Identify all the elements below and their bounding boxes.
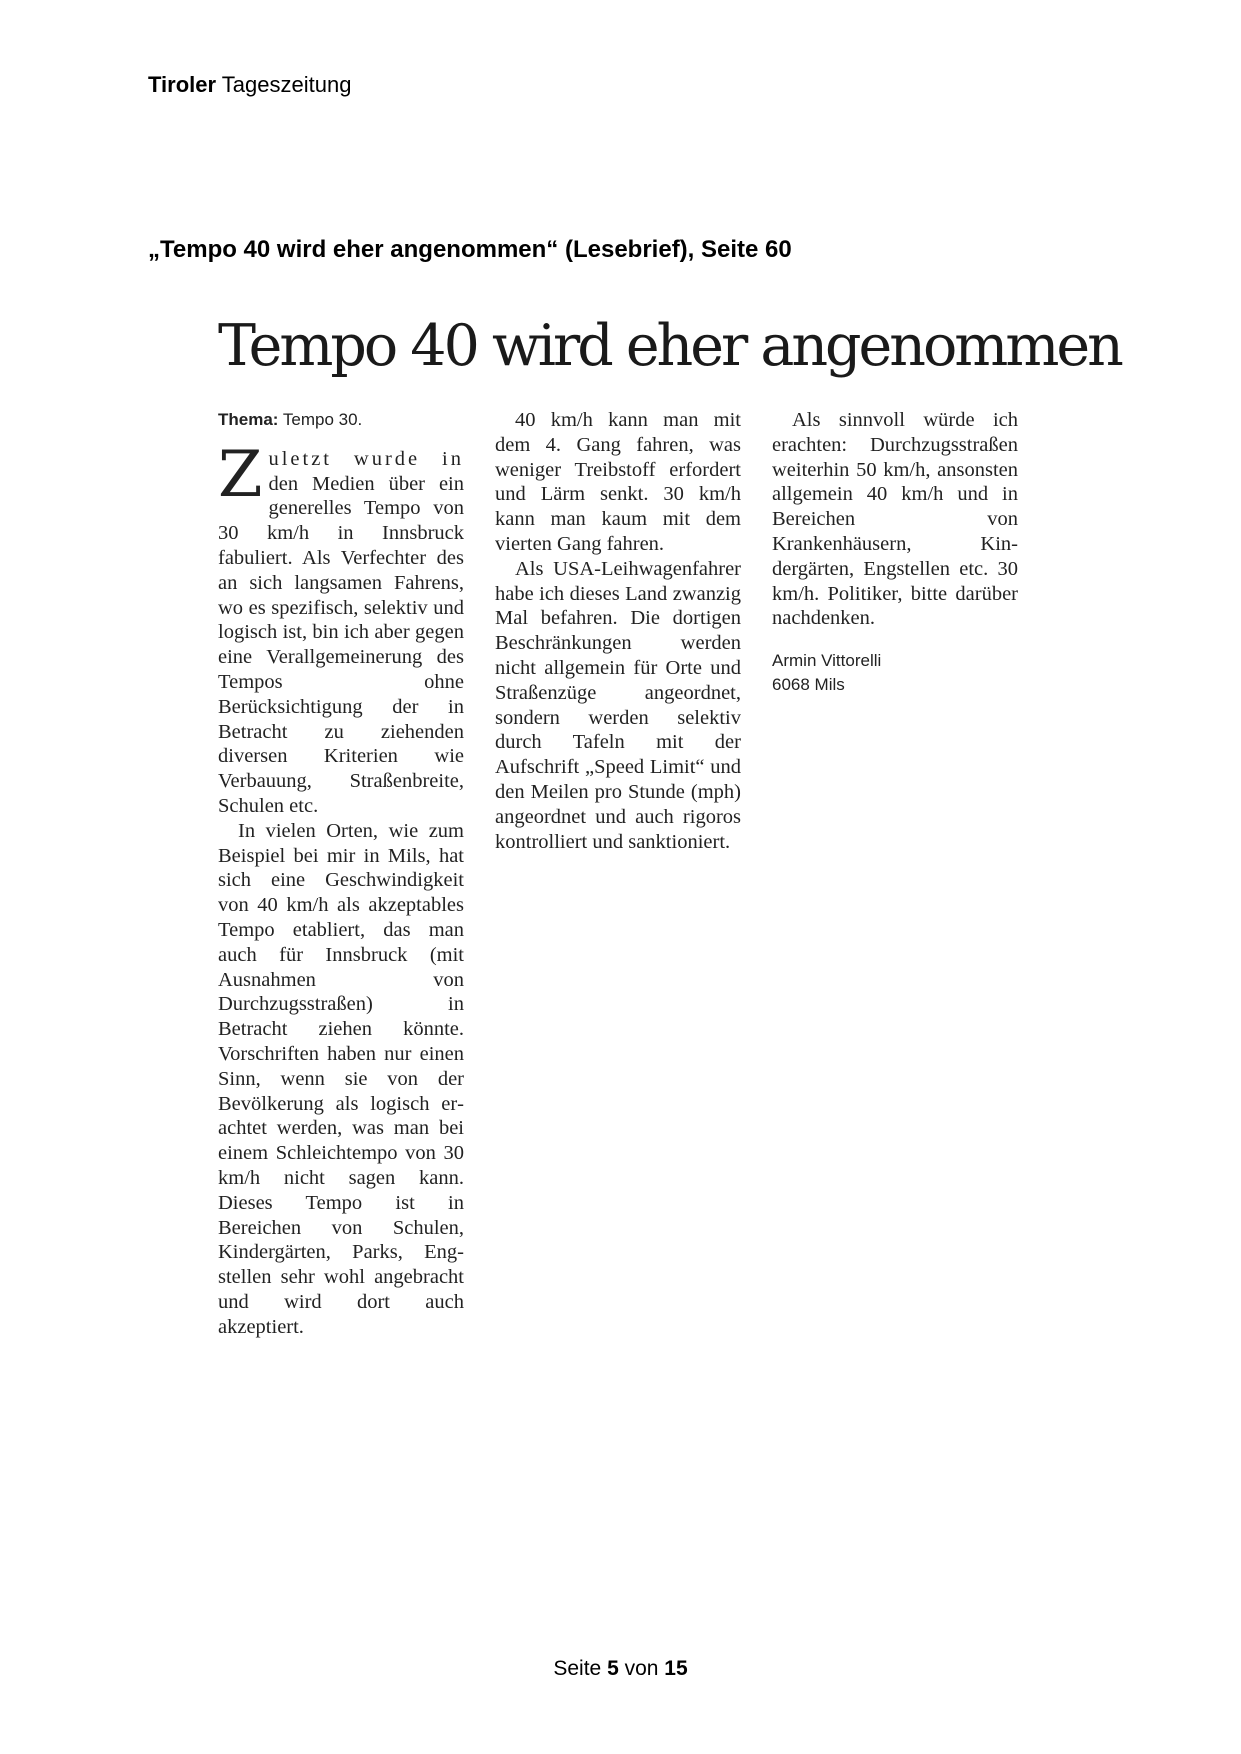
- footer-middle: von: [624, 1657, 659, 1680]
- page-footer: [0, 1657, 1241, 1681]
- brand-bold: Tiroler: [148, 72, 217, 97]
- article-column-1: [218, 408, 464, 1339]
- author-signature: [772, 649, 1018, 697]
- footer-current-page: 5: [607, 1657, 619, 1680]
- article-column-3: [772, 408, 1018, 1339]
- footer-total-pages: 15: [664, 1657, 688, 1680]
- first-line: uletzt wurde in: [268, 447, 464, 470]
- paragraph-1-text: den Medien über ein generelles Tempo von 30 km/h in Innsbruck fabuliert. Als Verfechter des an sich langsamen Fahrens, wo es spezifisch, selektiv und logisch ist, bin ich aber gegen eine Verallgemeinerung des Tempos ohne Berücksichtigung der in Betracht zu ziehenden diversen Kriterien wie Verbauung, Straßenbreite, Schulen etc.: [218, 472, 464, 817]
- topic-label: Thema:: [218, 410, 279, 429]
- drop-cap: Z: [218, 437, 263, 512]
- article-topic: [218, 408, 464, 433]
- document-title: „Tempo 40 wird eher angenommen“ (Lesebrief), Seite 60: [148, 236, 792, 263]
- article-headline: Tempo 40 wird eher angenommen: [218, 313, 1121, 379]
- article-paragraph-1: [218, 437, 464, 819]
- page-header: [148, 72, 351, 98]
- article-paragraph-5: Als sinnvoll würde ich erachten: Durchzugsstraßen weiterhin 50 km/h, ansonsten allgemein 40 km/h und in Bereichen von Krankenhäusern, Kindergärten, Engstellen etc. 30 km/h. Politiker, bitte darüber nachdenken.: [772, 409, 1018, 630]
- article-column-2: [495, 408, 741, 1339]
- article-clipping: [218, 313, 1121, 1338]
- footer-prefix: Seite: [553, 1657, 602, 1680]
- article-columns: [218, 408, 1018, 1339]
- brand-rest: Tageszeitung: [221, 72, 352, 97]
- author-name: Armin Vittorelli: [772, 651, 882, 671]
- article-paragraph-4: Als USA-Leihwagenfahrer habe ich dieses Land zwanzig Mal befahren. Die dortigen Beschränkungen werden nicht allgemein für Orte und Straßenzüge angeordnet, sondern werden selektiv durch Tafeln mit der Aufschrift „Speed Limit“ und den Meilen pro Stunde (mph) angeordnet und auch rigoros kontrolliert und sanktioniert.: [495, 557, 741, 853]
- author-place: 6068 Mils: [772, 675, 845, 695]
- article-paragraph-3: 40 km/h kann man mit dem 4. Gang fahren, was weniger Treibstoff erfordert und Lärm senkt. 30 km/h kann man kaum mit dem vierten Gang fahren.: [495, 409, 741, 555]
- topic-value: Tempo 30.: [282, 410, 363, 429]
- article-paragraph-2: In vielen Orten, wie zum Beispiel bei mir in Mils, hat sich eine Geschwindigkeit von 40 km/h als akzeptables Tempo etabliert, das man auch für Innsbruck (mit Ausnahmen von Durchzugsstraßen) in Betracht ziehen könnte. Vorschriften haben nur einen Sinn, wenn sie von der Bevölkerung als logisch erachtet werden, was man bei einem Schleichtempo von 30 km/h nicht sagen kann. Dieses Tempo ist in Bereichen von Schulen, Kindergärten, Parks, Engstellen sehr wohl angebracht und wird dort auch akzeptiert.: [218, 819, 464, 1338]
